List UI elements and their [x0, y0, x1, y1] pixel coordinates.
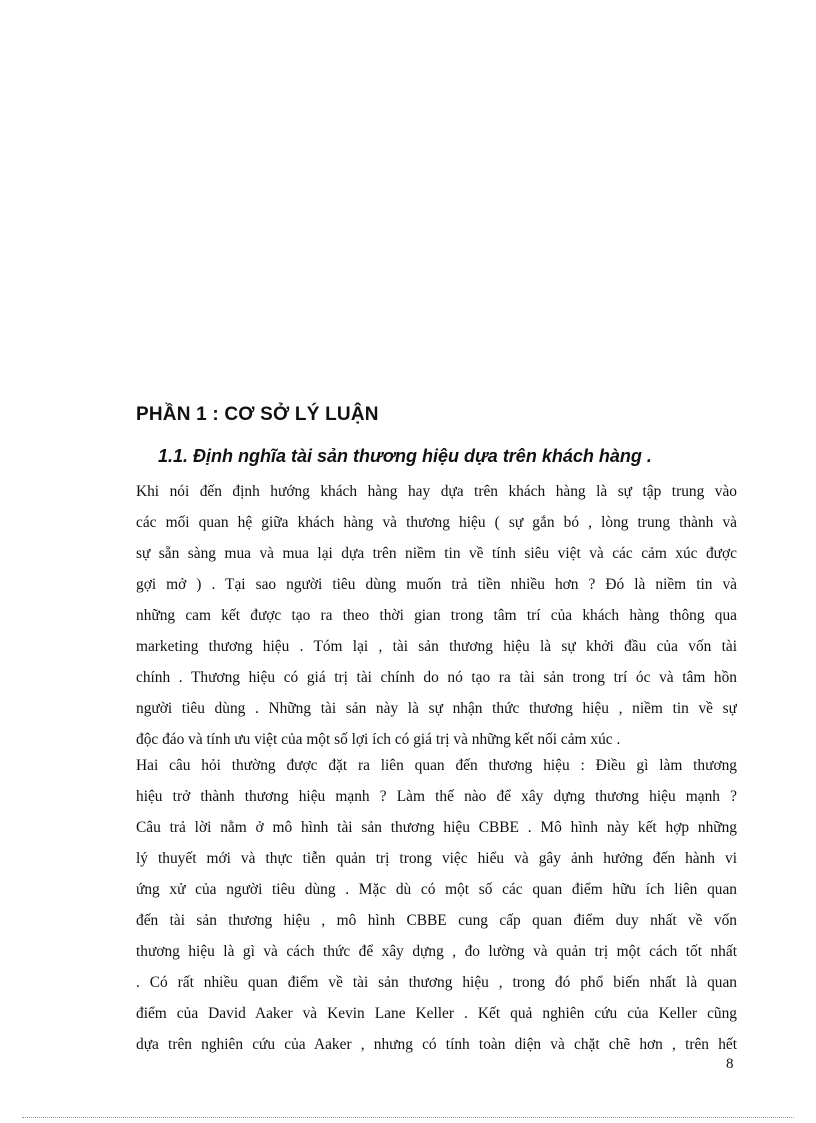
paragraph-line: Câu trả lời nằm ở mô hình tài sản thương hiệu CBBE . Mô hình này kết hợp những: [136, 819, 737, 836]
paragraph-line: dựa trên nghiên cứu của Aaker , nhưng có tính toàn diện và chặt chẽ hơn , trên hết: [136, 1036, 737, 1053]
paragraph-line: những cam kết được tạo ra theo thời gian trong tâm trí của khách hàng thông qua: [136, 607, 737, 624]
paragraph-1: [136, 476, 737, 755]
paragraph-line: độc đáo và tính ưu việt của một số lợi ích có giá trị và những kết nối cảm xúc .: [136, 731, 621, 748]
paragraph-line: thương hiệu là gì và cách thức để xây dựng , đo lường và quản trị một cách tốt nhất: [136, 943, 737, 960]
paragraph-line: lý thuyết mới và thực tiễn quản trị trong việc hiểu và gây ảnh hưởng đến hành vi: [136, 850, 737, 867]
paragraph-line: người tiêu dùng . Những tài sản này là sự nhận thức thương hiệu , niềm tin về sự: [136, 700, 737, 717]
page-number: 8: [726, 1056, 734, 1072]
part-heading: PHẦN 1 : CƠ SỞ LÝ LUẬN: [136, 404, 379, 425]
paragraph-line: Khi nói đến định hướng khách hàng hay dựa trên khách hàng là sự tập trung vào: [136, 483, 737, 500]
paragraph-line: các mối quan hệ giữa khách hàng và thương hiệu ( sự gắn bó , lòng trung thành và: [136, 514, 737, 531]
paragraph-line: đến tài sản thương hiệu , mô hình CBBE cung cấp quan điểm duy nhất về vốn: [136, 912, 737, 929]
paragraph-line: chính . Thương hiệu có giá trị tài chính do nó tạo ra tài sản trong trí óc và tâm hồn: [136, 669, 737, 686]
section-heading: 1.1. Định nghĩa tài sản thương hiệu dựa trên khách hàng .: [158, 446, 652, 466]
paragraph-line: sự sẵn sàng mua và mua lại dựa trên niềm tin về tính siêu việt và các cảm xúc được: [136, 545, 737, 562]
paragraph-line: ứng xử của người tiêu dùng . Mặc dù có một số các quan điểm hữu ích liên quan: [136, 881, 737, 898]
paragraph-2: [136, 750, 737, 1060]
paragraph-line: hiệu trở thành thương hiệu mạnh ? Làm thế nào để xây dựng thương hiệu mạnh ?: [136, 788, 737, 805]
paragraph-line: gợi mở ) . Tại sao người tiêu dùng muốn trả tiền nhiều hơn ? Đó là niềm tin và: [136, 576, 737, 593]
paragraph-line: marketing thương hiệu . Tóm lại , tài sản thương hiệu là sự khởi đầu của vốn tài: [136, 638, 737, 655]
page-bottom-divider: [22, 1117, 794, 1118]
paragraph-line: điểm của David Aaker và Kevin Lane Keller . Kết quả nghiên cứu của Keller cũng: [136, 1005, 737, 1022]
paragraph-line: Hai câu hỏi thường được đặt ra liên quan đến thương hiệu : Điều gì làm thương: [136, 757, 737, 774]
paragraph-line: . Có rất nhiều quan điểm về tài sản thương hiệu , trong đó phổ biến nhất là quan: [136, 974, 737, 991]
